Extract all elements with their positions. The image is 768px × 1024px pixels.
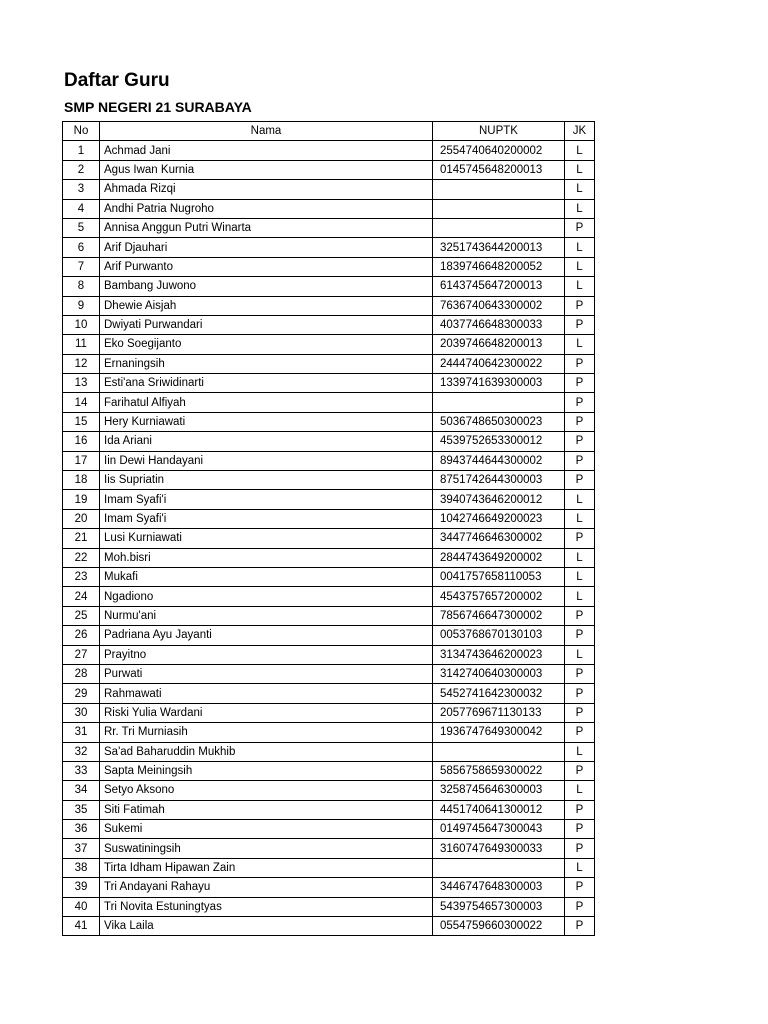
cell-no: 32 [63,742,100,761]
cell-nuptk: 1042746649200023 [433,509,565,528]
cell-nuptk: 0149745647300043 [433,820,565,839]
cell-nama: Bambang Juwono [100,277,433,296]
table-row [63,199,595,218]
cell-nama: Rr. Tri Murniasih [100,723,433,742]
table-row [63,335,595,354]
cell-no: 9 [63,296,100,315]
cell-nuptk: 0554759660300022 [433,917,565,936]
cell-jk: L [565,180,595,199]
cell-no: 4 [63,199,100,218]
cell-jk: P [565,684,595,703]
cell-nuptk [433,218,565,237]
cell-nama: Iis Supriatin [100,471,433,490]
cell-nama: Purwati [100,664,433,683]
header-nama: Nama [100,122,433,141]
cell-jk: L [565,645,595,664]
cell-nuptk [433,742,565,761]
table-row [63,257,595,276]
table-row [63,781,595,800]
cell-nuptk: 5452741642300032 [433,684,565,703]
cell-nama: Agus Iwan Kurnia [100,160,433,179]
table-row [63,315,595,334]
cell-nuptk: 7636740643300002 [433,296,565,315]
cell-nuptk: 8751742644300003 [433,471,565,490]
cell-nuptk: 3251743644200013 [433,238,565,257]
table-row [63,471,595,490]
cell-nuptk: 3142740640300003 [433,664,565,683]
table-row [63,626,595,645]
cell-nama: Rahmawati [100,684,433,703]
cell-no: 1 [63,141,100,160]
cell-nama: Dhewie Aisjah [100,296,433,315]
cell-no: 37 [63,839,100,858]
cell-jk: L [565,509,595,528]
cell-nama: Vika Laila [100,917,433,936]
cell-no: 22 [63,548,100,567]
cell-nama: Tirta Idham Hipawan Zain [100,858,433,877]
table-row [63,723,595,742]
cell-nama: Padriana Ayu Jayanti [100,626,433,645]
table-row [63,451,595,470]
cell-no: 11 [63,335,100,354]
cell-nama: Tri Andayani Rahayu [100,878,433,897]
cell-nuptk: 7856746647300002 [433,606,565,625]
cell-no: 21 [63,529,100,548]
table-row [63,490,595,509]
cell-jk: P [565,800,595,819]
cell-nama: Sapta Meiningsih [100,761,433,780]
document-title: Daftar Guru [64,70,170,91]
cell-nuptk: 1839746648200052 [433,257,565,276]
cell-nuptk: 3940743646200012 [433,490,565,509]
table-row [63,180,595,199]
cell-nuptk [433,393,565,412]
cell-nama: Arif Purwanto [100,257,433,276]
cell-jk: L [565,548,595,567]
cell-nuptk [433,199,565,218]
cell-nama: Mukafi [100,567,433,586]
cell-no: 2 [63,160,100,179]
cell-no: 14 [63,393,100,412]
table-row [63,606,595,625]
cell-jk: P [565,296,595,315]
cell-nama: Farihatul Alfiyah [100,393,433,412]
cell-jk: P [565,451,595,470]
cell-nama: Iin Dewi Handayani [100,451,433,470]
cell-nuptk: 4543757657200002 [433,587,565,606]
table-row [63,917,595,936]
cell-nuptk: 5856758659300022 [433,761,565,780]
cell-jk: P [565,393,595,412]
cell-jk: P [565,218,595,237]
cell-nama: Sa'ad Baharuddin Mukhib [100,742,433,761]
cell-no: 8 [63,277,100,296]
cell-nama: Lusi Kurniawati [100,529,433,548]
cell-no: 36 [63,820,100,839]
table-row [63,897,595,916]
cell-nama: Nurmu'ani [100,606,433,625]
table-row [63,548,595,567]
cell-no: 41 [63,917,100,936]
cell-nama: Setyo Aksono [100,781,433,800]
table-row [63,374,595,393]
cell-no: 33 [63,761,100,780]
table-row [63,703,595,722]
table-row [63,858,595,877]
cell-jk: L [565,141,595,160]
cell-jk: L [565,277,595,296]
cell-jk: L [565,742,595,761]
cell-nama: Sukemi [100,820,433,839]
cell-jk: P [565,917,595,936]
table-row [63,354,595,373]
cell-nuptk: 3446747648300003 [433,878,565,897]
cell-nuptk: 2057769671130133 [433,703,565,722]
cell-jk: P [565,897,595,916]
cell-jk: P [565,529,595,548]
cell-jk: P [565,664,595,683]
cell-no: 30 [63,703,100,722]
cell-nama: Imam Syafi'i [100,509,433,528]
school-name: SMP NEGERI 21 SURABAYA [64,99,252,115]
cell-jk: P [565,878,595,897]
table-row [63,878,595,897]
cell-nuptk: 3258745646300003 [433,781,565,800]
cell-nama: Ernaningsih [100,354,433,373]
cell-no: 12 [63,354,100,373]
table-row [63,839,595,858]
cell-nuptk: 1936747649300042 [433,723,565,742]
cell-nuptk: 0041757658110053 [433,567,565,586]
cell-no: 15 [63,412,100,431]
cell-jk: P [565,374,595,393]
cell-nuptk: 2554740640200002 [433,141,565,160]
cell-nuptk: 3447746646300002 [433,529,565,548]
cell-no: 13 [63,374,100,393]
cell-no: 7 [63,257,100,276]
table-row [63,160,595,179]
header-jk: JK [565,122,595,141]
cell-nama: Esti'ana Sriwidinarti [100,374,433,393]
cell-no: 34 [63,781,100,800]
table-header-row [63,122,595,141]
cell-nama: Suswatiningsih [100,839,433,858]
cell-nama: Annisa Anggun Putri Winarta [100,218,433,237]
cell-nama: Ngadiono [100,587,433,606]
cell-nuptk: 0053768670130103 [433,626,565,645]
teacher-table [62,121,595,936]
table-row [63,509,595,528]
table-row [63,277,595,296]
cell-no: 5 [63,218,100,237]
cell-no: 26 [63,626,100,645]
cell-jk: L [565,257,595,276]
cell-jk: L [565,160,595,179]
cell-no: 24 [63,587,100,606]
cell-jk: L [565,567,595,586]
cell-jk: L [565,335,595,354]
cell-nuptk: 2039746648200013 [433,335,565,354]
cell-nuptk: 6143745647200013 [433,277,565,296]
cell-nuptk: 4037746648300033 [433,315,565,334]
cell-nuptk: 3134743646200023 [433,645,565,664]
cell-nuptk: 3160747649300033 [433,839,565,858]
cell-nuptk: 4539752653300012 [433,432,565,451]
cell-no: 25 [63,606,100,625]
table-row [63,238,595,257]
cell-nama: Siti Fatimah [100,800,433,819]
table-row [63,432,595,451]
cell-no: 23 [63,567,100,586]
cell-no: 6 [63,238,100,257]
cell-no: 40 [63,897,100,916]
cell-no: 16 [63,432,100,451]
cell-jk: P [565,315,595,334]
table-row [63,529,595,548]
cell-no: 35 [63,800,100,819]
table-row [63,393,595,412]
cell-no: 3 [63,180,100,199]
table-row [63,742,595,761]
cell-nuptk: 5036748650300023 [433,412,565,431]
cell-jk: L [565,199,595,218]
table-row [63,761,595,780]
cell-nuptk: 0145745648200013 [433,160,565,179]
cell-no: 31 [63,723,100,742]
cell-no: 10 [63,315,100,334]
cell-no: 29 [63,684,100,703]
cell-nama: Andhi Patria Nugroho [100,199,433,218]
cell-nuptk: 2844743649200002 [433,548,565,567]
cell-no: 17 [63,451,100,470]
table-row [63,296,595,315]
cell-nama: Moh.bisri [100,548,433,567]
cell-nama: Riski Yulia Wardani [100,703,433,722]
cell-jk: P [565,432,595,451]
cell-nama: Ida Ariani [100,432,433,451]
table-row [63,664,595,683]
cell-nama: Prayitno [100,645,433,664]
cell-nama: Dwiyati Purwandari [100,315,433,334]
cell-jk: P [565,471,595,490]
cell-no: 28 [63,664,100,683]
cell-nama: Tri Novita Estuningtyas [100,897,433,916]
cell-jk: P [565,354,595,373]
cell-nama: Ahmada Rizqi [100,180,433,199]
cell-jk: P [565,626,595,645]
cell-jk: L [565,858,595,877]
cell-jk: P [565,761,595,780]
table-row [63,645,595,664]
table-row [63,684,595,703]
cell-jk: P [565,839,595,858]
cell-no: 19 [63,490,100,509]
cell-no: 27 [63,645,100,664]
table-row [63,820,595,839]
table-row [63,412,595,431]
table-row [63,141,595,160]
cell-nuptk: 5439754657300003 [433,897,565,916]
cell-nama: Eko Soegijanto [100,335,433,354]
table-row [63,587,595,606]
cell-nuptk: 8943744644300002 [433,451,565,470]
cell-nuptk: 1339741639300003 [433,374,565,393]
cell-no: 38 [63,858,100,877]
cell-jk: P [565,820,595,839]
cell-nuptk [433,858,565,877]
cell-no: 20 [63,509,100,528]
cell-nama: Achmad Jani [100,141,433,160]
cell-jk: P [565,412,595,431]
cell-nama: Imam Syafi'i [100,490,433,509]
table-row [63,567,595,586]
cell-nuptk [433,180,565,199]
cell-jk: L [565,238,595,257]
cell-nama: Hery Kurniawati [100,412,433,431]
header-nuptk: NUPTK [433,122,565,141]
cell-jk: L [565,490,595,509]
cell-jk: L [565,587,595,606]
table-body [63,141,595,936]
table-row [63,800,595,819]
cell-jk: P [565,703,595,722]
cell-jk: P [565,723,595,742]
cell-nama: Arif Djauhari [100,238,433,257]
cell-nuptk: 4451740641300012 [433,800,565,819]
cell-nuptk: 2444740642300022 [433,354,565,373]
cell-no: 39 [63,878,100,897]
cell-no: 18 [63,471,100,490]
cell-jk: P [565,606,595,625]
table-row [63,218,595,237]
cell-jk: L [565,781,595,800]
header-no: No [63,122,100,141]
